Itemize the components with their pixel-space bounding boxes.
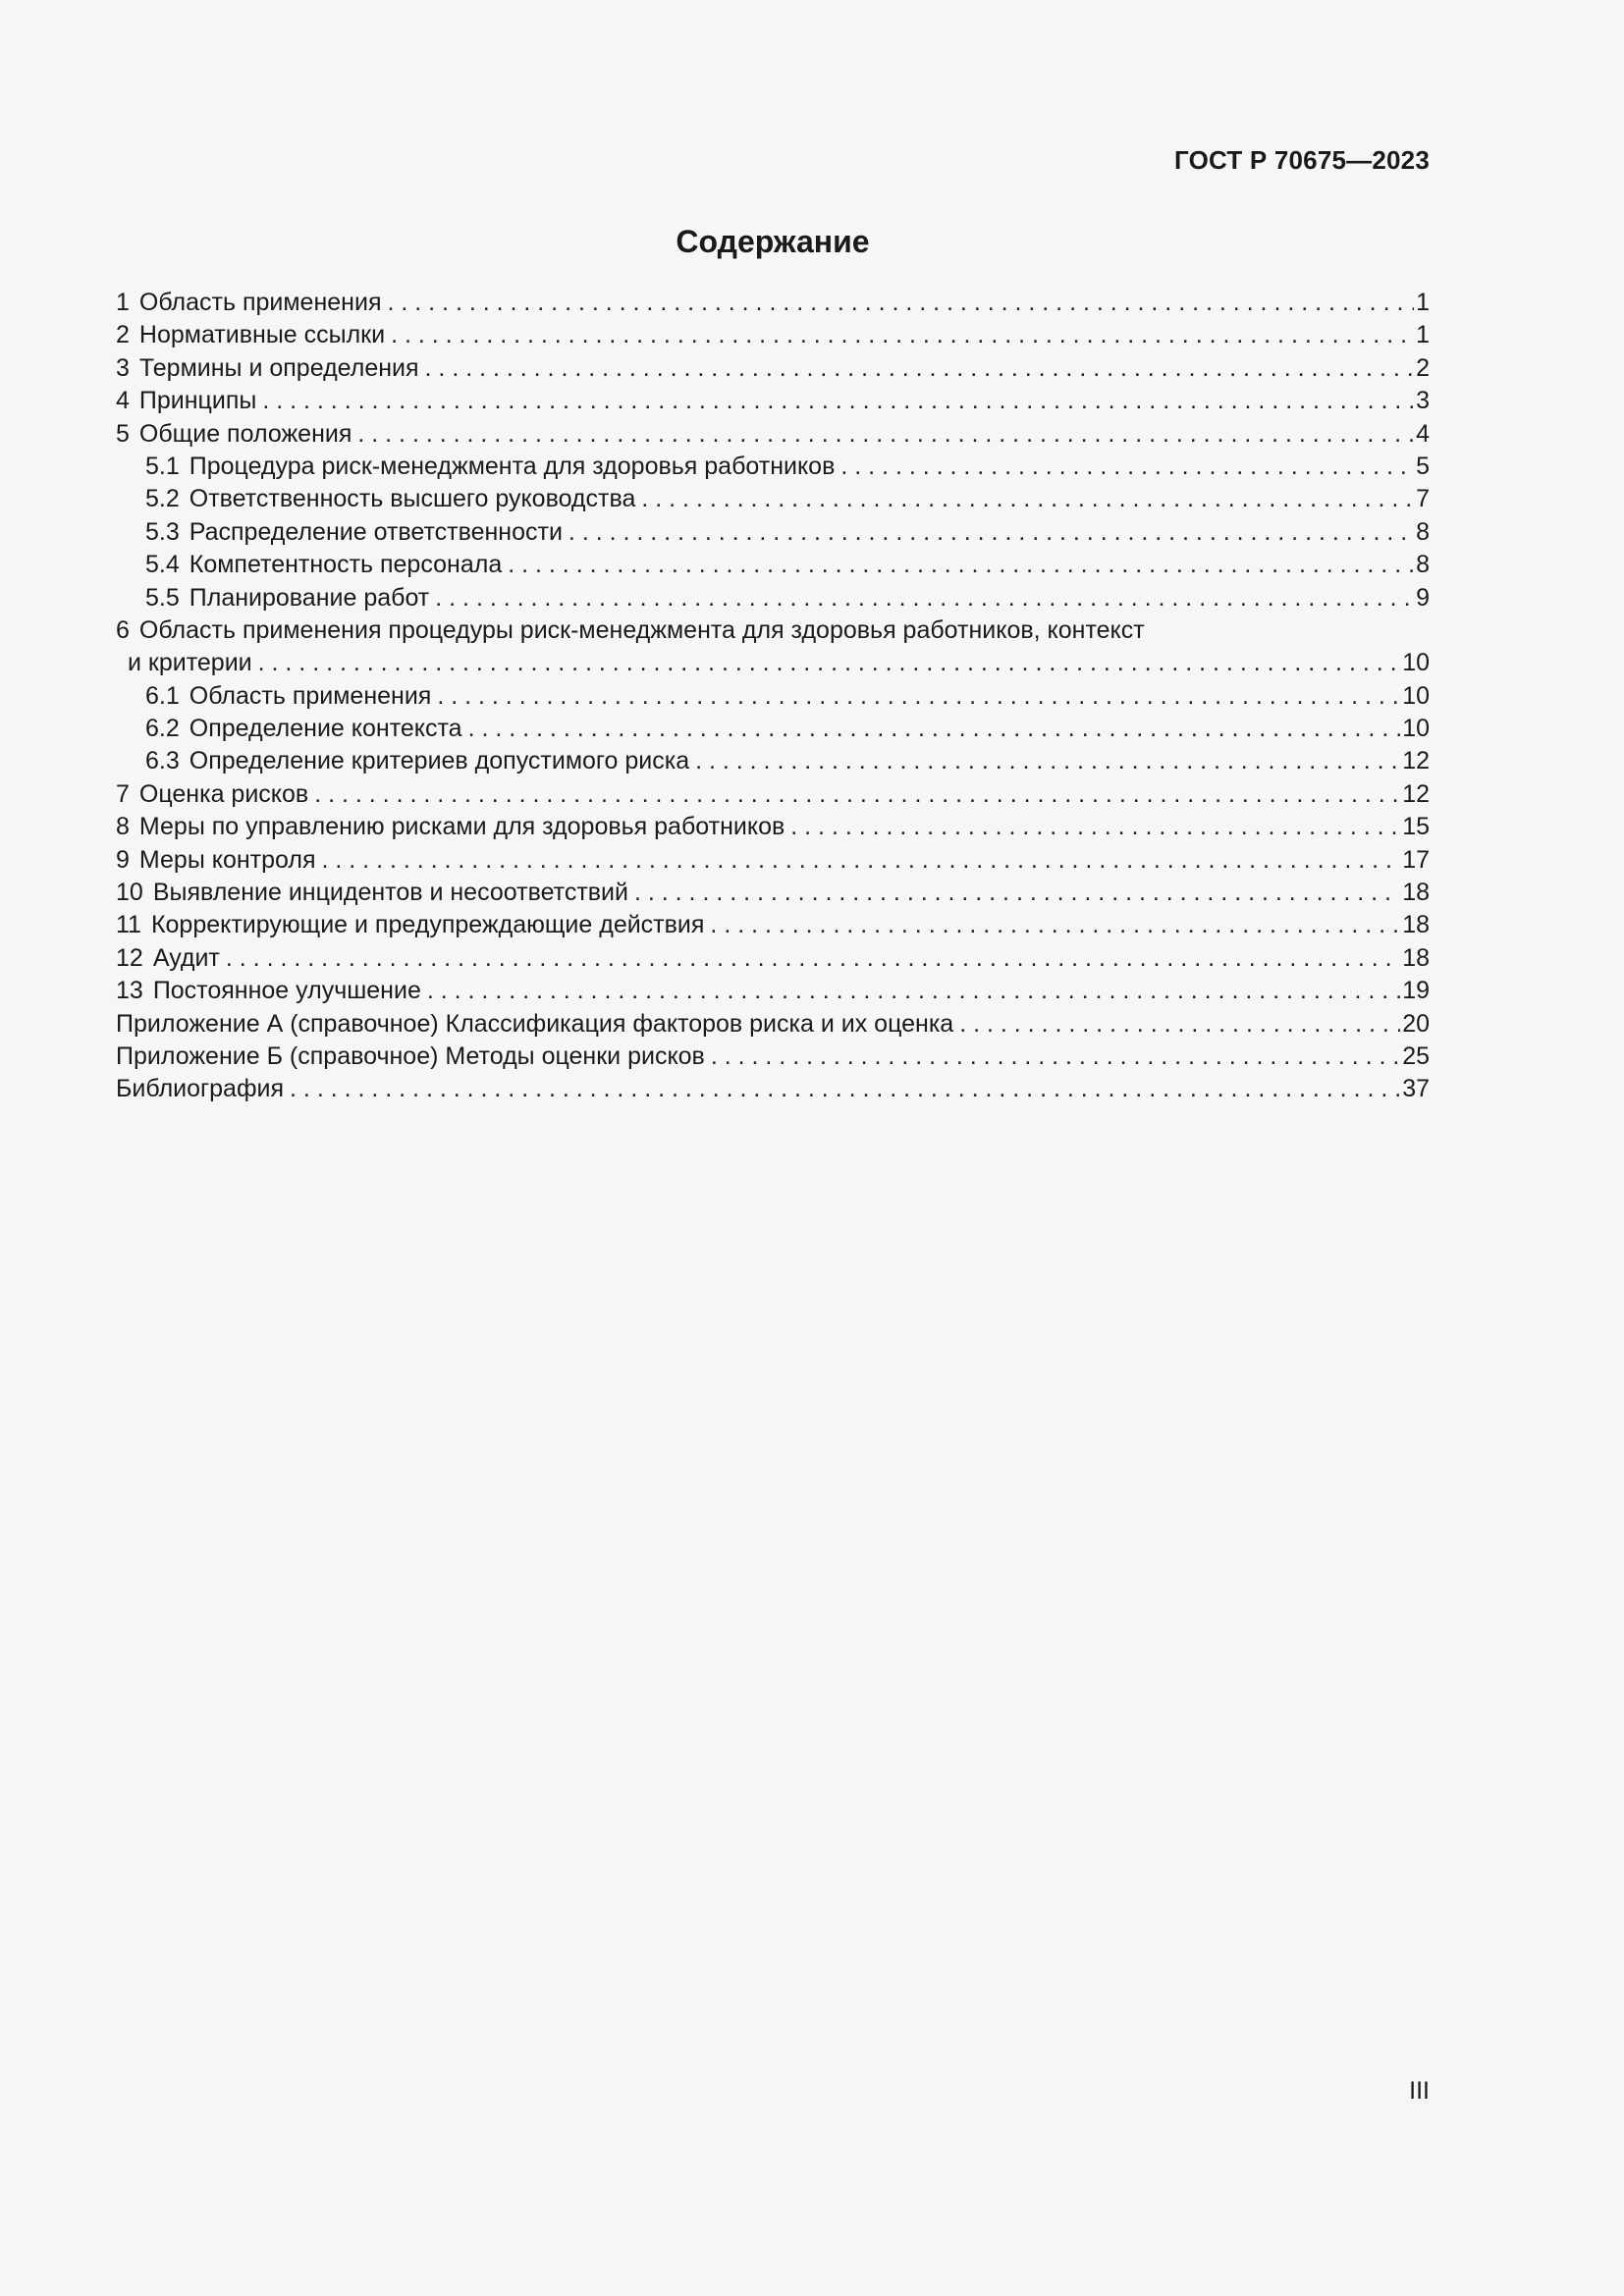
dot-leader (790, 811, 1400, 843)
toc-entry-page: 12 (1402, 747, 1430, 775)
toc-entry[interactable] (116, 811, 1430, 843)
toc-entry-title-continuation: и критерии (128, 649, 252, 677)
toc-entry-page: 8 (1416, 551, 1430, 579)
dot-leader (427, 975, 1400, 1007)
toc-subentry[interactable] (116, 745, 1430, 777)
toc-entry-title: Планирование работ (189, 583, 430, 612)
toc-entry[interactable] (116, 287, 1430, 319)
toc-entry-page: 18 (1402, 879, 1430, 907)
toc-entry[interactable] (116, 844, 1430, 877)
dot-leader (425, 352, 1415, 385)
toc-subentry[interactable] (116, 483, 1430, 515)
toc-entry-number: 6.3 (145, 747, 180, 775)
dot-leader (634, 877, 1400, 909)
dot-leader (695, 745, 1400, 777)
toc-subentry[interactable] (116, 680, 1430, 713)
toc-subentry[interactable] (116, 713, 1430, 745)
dot-leader (314, 778, 1400, 811)
toc-entry[interactable] (116, 418, 1430, 451)
table-of-contents (116, 287, 1430, 1106)
toc-entry[interactable] (116, 385, 1430, 417)
dot-leader (258, 647, 1401, 679)
toc-entry-title: Корректирующие и предупреждающие действия (150, 911, 705, 939)
toc-entry-title: Меры контроля (138, 845, 316, 874)
toc-entry-number: 8 (116, 813, 130, 841)
toc-entry-page: 37 (1402, 1075, 1430, 1103)
toc-entry-number: 6.1 (145, 681, 180, 710)
toc-entry-number: 11 (116, 911, 141, 939)
toc-entry-title: Область применения (138, 289, 382, 316)
toc-entry-number: 5.1 (145, 452, 180, 480)
toc-entry-page: 20 (1402, 1009, 1430, 1038)
toc-entry-page: 15 (1402, 813, 1430, 841)
toc-entry-page: 18 (1402, 943, 1430, 972)
dot-leader (437, 680, 1400, 713)
toc-entry[interactable] (116, 942, 1430, 975)
toc-appendix-entry[interactable] (116, 1008, 1430, 1041)
dot-leader (322, 844, 1401, 877)
toc-entry-title: Нормативные ссылки (138, 321, 386, 349)
toc-entry-number: 5.5 (145, 583, 180, 612)
toc-subentry[interactable] (116, 451, 1430, 483)
toc-entry-title: Принципы (138, 387, 257, 415)
toc-entry-page: 10 (1402, 715, 1430, 743)
toc-subentry[interactable] (116, 582, 1430, 614)
toc-entry[interactable] (116, 614, 1430, 647)
toc-entry-title: Приложение А (справочное) Классификация факторов риска и их оценка (116, 1009, 954, 1038)
toc-entry-continuation[interactable] (116, 647, 1430, 679)
toc-entry-page: 3 (1416, 387, 1430, 415)
toc-entry[interactable] (116, 909, 1430, 941)
toc-entry-number: 12 (116, 943, 143, 972)
toc-entry-number: 7 (116, 779, 130, 808)
toc-entry-number: 6.2 (145, 715, 180, 743)
toc-entry-number: 2 (116, 321, 130, 349)
toc-entry-page: 8 (1416, 517, 1430, 546)
page-number: III (1409, 2077, 1430, 2105)
toc-entry-title: Меры по управлению рисками для здоровья работников (138, 813, 785, 841)
toc-entry[interactable] (116, 778, 1430, 811)
toc-entry-number: 5.4 (145, 551, 180, 579)
toc-entry-title: Аудит (152, 943, 220, 972)
dot-leader (391, 319, 1414, 351)
toc-entry-title: Оценка рисков (138, 779, 309, 808)
toc-entry-number: 1 (116, 289, 130, 316)
toc-entry-title: Область применения процедуры риск-менеджмента для здоровья работников, контекст (138, 615, 1145, 644)
toc-entry-title: Приложение Б (справочное) Методы оценки рисков (116, 1041, 705, 1070)
toc-bibliography-entry[interactable] (116, 1073, 1430, 1105)
toc-entry-number: 5.3 (145, 517, 180, 546)
toc-entry[interactable] (116, 319, 1430, 351)
toc-entry-number: 5.2 (145, 485, 180, 513)
toc-entry-page: 5 (1416, 452, 1430, 480)
toc-entry-page: 2 (1416, 353, 1430, 382)
toc-entry-title: Постоянное улучшение (152, 977, 421, 1005)
dot-leader (387, 287, 1414, 319)
toc-entry-page: 7 (1416, 485, 1430, 513)
toc-entry-number: 5 (116, 419, 130, 448)
dot-leader (226, 942, 1400, 975)
document-code: ГОСТ Р 70675—2023 (1174, 145, 1430, 175)
toc-entry[interactable] (116, 877, 1430, 909)
toc-entry-title: Библиография (116, 1075, 285, 1103)
toc-entry-page: 1 (1416, 321, 1430, 349)
toc-entry-page: 1 (1416, 289, 1430, 316)
toc-entry-page: 10 (1402, 681, 1430, 710)
toc-entry-title: Термины и определения (138, 353, 419, 382)
dot-leader (711, 1041, 1400, 1073)
dot-leader (435, 582, 1414, 614)
toc-subentry[interactable] (116, 516, 1430, 549)
toc-entry-page: 12 (1402, 779, 1430, 808)
toc-entry-number: 6 (116, 615, 130, 644)
dot-leader (641, 483, 1414, 515)
toc-entry-title: Процедура риск-менеджмента для здоровья работников (189, 452, 836, 480)
dot-leader (262, 385, 1414, 417)
toc-entry-page: 18 (1402, 911, 1430, 939)
dot-leader (468, 713, 1401, 745)
toc-appendix-entry[interactable] (116, 1041, 1430, 1073)
toc-entry-number: 3 (116, 353, 130, 382)
dot-leader (357, 418, 1414, 451)
dot-leader (840, 451, 1414, 483)
toc-entry-number: 9 (116, 845, 130, 874)
toc-entry-page: 10 (1402, 649, 1430, 677)
dot-leader (290, 1073, 1400, 1105)
toc-entry-title: Определение контекста (189, 715, 462, 743)
toc-entry-title: Ответственность высшего руководства (189, 485, 636, 513)
dot-leader (568, 516, 1414, 549)
toc-entry[interactable] (116, 352, 1430, 385)
toc-entry-number: 4 (116, 387, 130, 415)
toc-entry-page: 4 (1416, 419, 1430, 448)
toc-entry-number: 10 (116, 879, 143, 907)
toc-entry-title: Выявление инцидентов и несоответствий (152, 879, 628, 907)
toc-entry-title: Общие положения (138, 419, 352, 448)
toc-entry-title: Определение критериев допустимого риска (189, 747, 690, 775)
toc-entry-page: 19 (1402, 977, 1430, 1005)
dot-leader (710, 909, 1400, 941)
toc-entry[interactable] (116, 975, 1430, 1007)
dot-leader (959, 1008, 1400, 1041)
toc-entry-page: 25 (1402, 1041, 1430, 1070)
toc-entry-number: 13 (116, 977, 143, 1005)
toc-entry-page: 17 (1402, 845, 1430, 874)
toc-entry-title: Распределение ответственности (189, 517, 563, 546)
toc-subentry[interactable] (116, 549, 1430, 581)
toc-entry-title: Компетентность персонала (189, 551, 503, 579)
dot-leader (508, 549, 1414, 581)
toc-entry-title: Область применения (189, 681, 432, 710)
toc-entry-page: 9 (1416, 583, 1430, 612)
toc-title: Содержание (676, 224, 870, 259)
